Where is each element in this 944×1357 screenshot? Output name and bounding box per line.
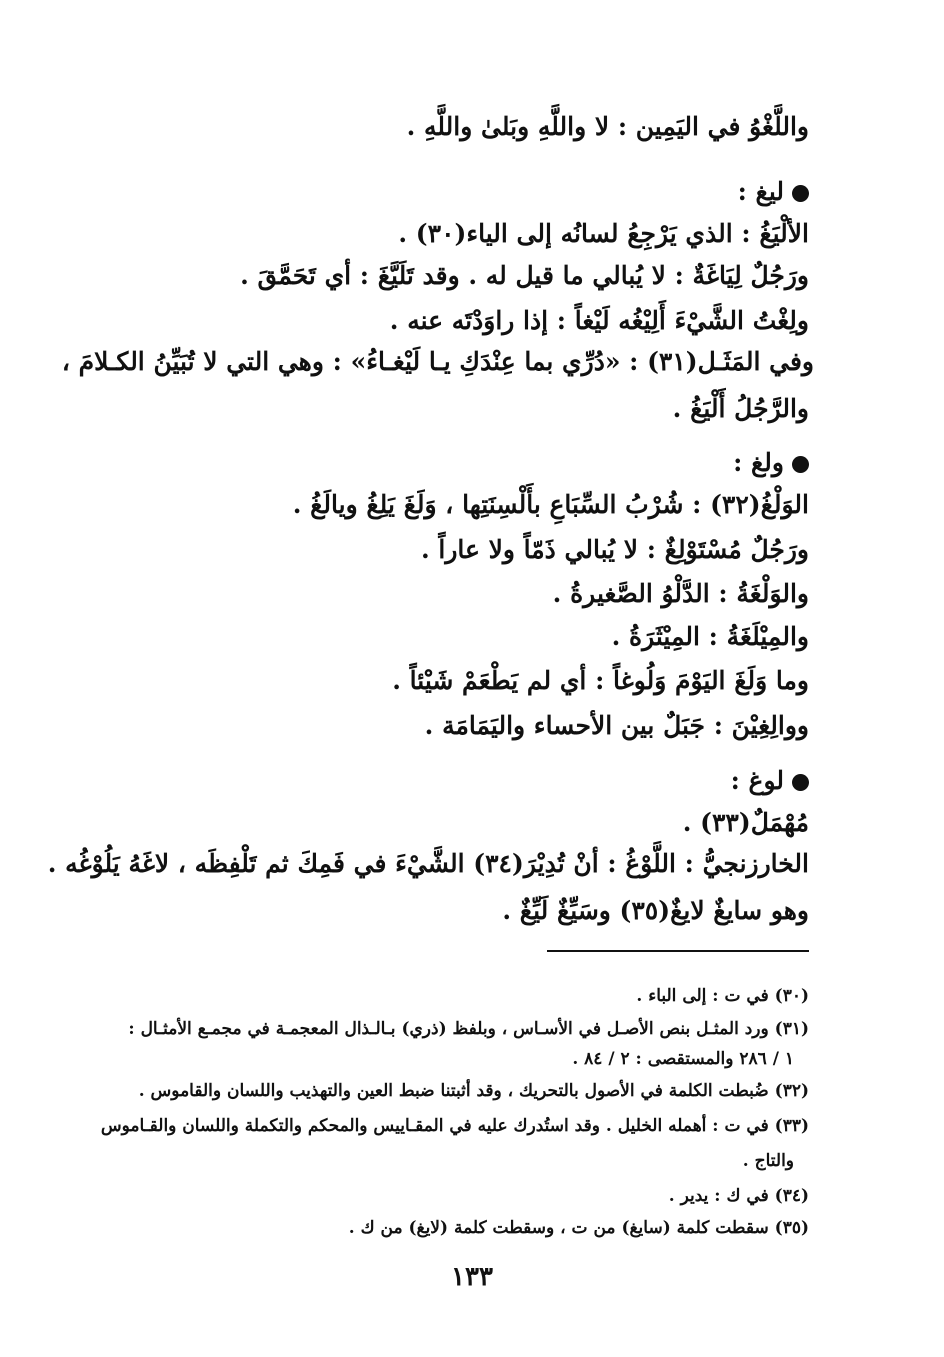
- entry-heading-text: ليغ :: [737, 177, 784, 206]
- footnote-divider: [547, 950, 809, 952]
- footnote: (٣٢) ضُبطت الكلمة في الأصول بالتحريك ، وقد أثبتنا ضبط العين والتهذيب واللسان والقاموس .: [138, 1081, 809, 1101]
- entry-line: ولِغْتُ الشَّيْءَ أَلِيْغُه لَيْغاً : إذا راوَدْتَه عنه .: [389, 306, 809, 335]
- entry-line: ووالِغِيْنَ : جَبَلٌ بين الأحساء واليَمَامَة .: [424, 711, 809, 740]
- footnote: (٣٤) في ك : يدير .: [668, 1186, 809, 1206]
- entry-line: والرَّجُلُ أَلْيَغُ .: [672, 394, 809, 423]
- entry-line: الوَلْغُ(٣٢) : شُرْبُ السِّبَاعِ بأَلْسِنَتِها ، وَلَغَ يَلِغُ ويالَغُ .: [292, 490, 809, 519]
- bullet-icon: [792, 774, 809, 791]
- footnote: (٣٠) في ت : إلى الباء .: [636, 986, 809, 1006]
- footnote: (٣١) ورد المثـل بنص الأصـل في الأسـاس ، وبلفظ (ذري) بـالـذال المعجمـة في مجمـع الأمثـال :: [128, 1019, 809, 1039]
- entry-line: والمِيْلَغَةُ : المِيْثَرَةُ .: [611, 622, 809, 651]
- entry-line: مُهْمَلٌ(٣٣) .: [682, 808, 809, 837]
- entry-line: ورَجُلٌ مُسْتَوْلِغٌ : لا يُبالي ذَمّاً ولا عاراً .: [420, 535, 809, 564]
- entry-heading: [738, 175, 809, 209]
- entry-line: وفي المَثَـل(٣١) : «دُرِّي بما عِنْدَكِ يـا لَيْغـاءُ» : وهي التي لا تُبَيِّنُ الكـلامَ ،: [61, 347, 814, 376]
- bullet-icon: [792, 456, 809, 473]
- entry-line: وما وَلَغَ اليَوْمَ وَلُوغاً : أي لم يَطْعَمْ شَيْئاً .: [392, 666, 809, 695]
- entry-heading-text: ولغ :: [733, 448, 784, 477]
- footnote-continuation: ١ / ٢٨٦ والمستقصى : ٢ / ٨٤ .: [572, 1049, 794, 1069]
- footnote-continuation: والتاج .: [742, 1151, 794, 1171]
- page-number: ١٣٣: [451, 1262, 493, 1292]
- entry-heading: [731, 764, 809, 798]
- entry-heading-text: لوغ :: [730, 766, 784, 795]
- intro-line: واللَّغْوُ في اليَمِين : لا واللَّهِ وبَلىٰ واللَّهِ .: [406, 112, 809, 141]
- entry-line: ورَجُلٌ لِيَاغَةٌ : لا يُبالي ما قيل له . وقد تَلَيَّغَ : أي تَحَمَّقَ .: [240, 261, 809, 290]
- entry-line: الألْيَغُ : الذي يَرْجِعُ لسانُه إلى الياء(٣٠) .: [398, 219, 809, 248]
- footnote: (٣٥) سقطت كلمة (سايغ) من ت ، وسقطت كلمة (لايغ) من ك .: [348, 1218, 809, 1238]
- entry-line: الخارزنجيُّ : اللَّوْغُ : أنْ تُدِيْرَ(٣٤) الشَّيْءَ في فَمِكَ ثم تَلْفِظَه ، لاغَهُ يَلُوْغُه .: [47, 849, 809, 878]
- entry-line: وهو سايغٌ لايغٌ(٣٥) وسَيِّغٌ لَيِّغٌ .: [502, 896, 809, 925]
- bullet-icon: [792, 185, 809, 202]
- entry-heading: [733, 446, 809, 480]
- entry-line: والوَلْغَةُ : الدَّلْوُ الصَّغيرةُ .: [552, 579, 809, 608]
- footnote: (٣٣) في ت : أهمله الخليل . وقد استُدرك عليه في المقـاييس والمحكم والتكملة واللسان والقـاموس: [100, 1116, 809, 1136]
